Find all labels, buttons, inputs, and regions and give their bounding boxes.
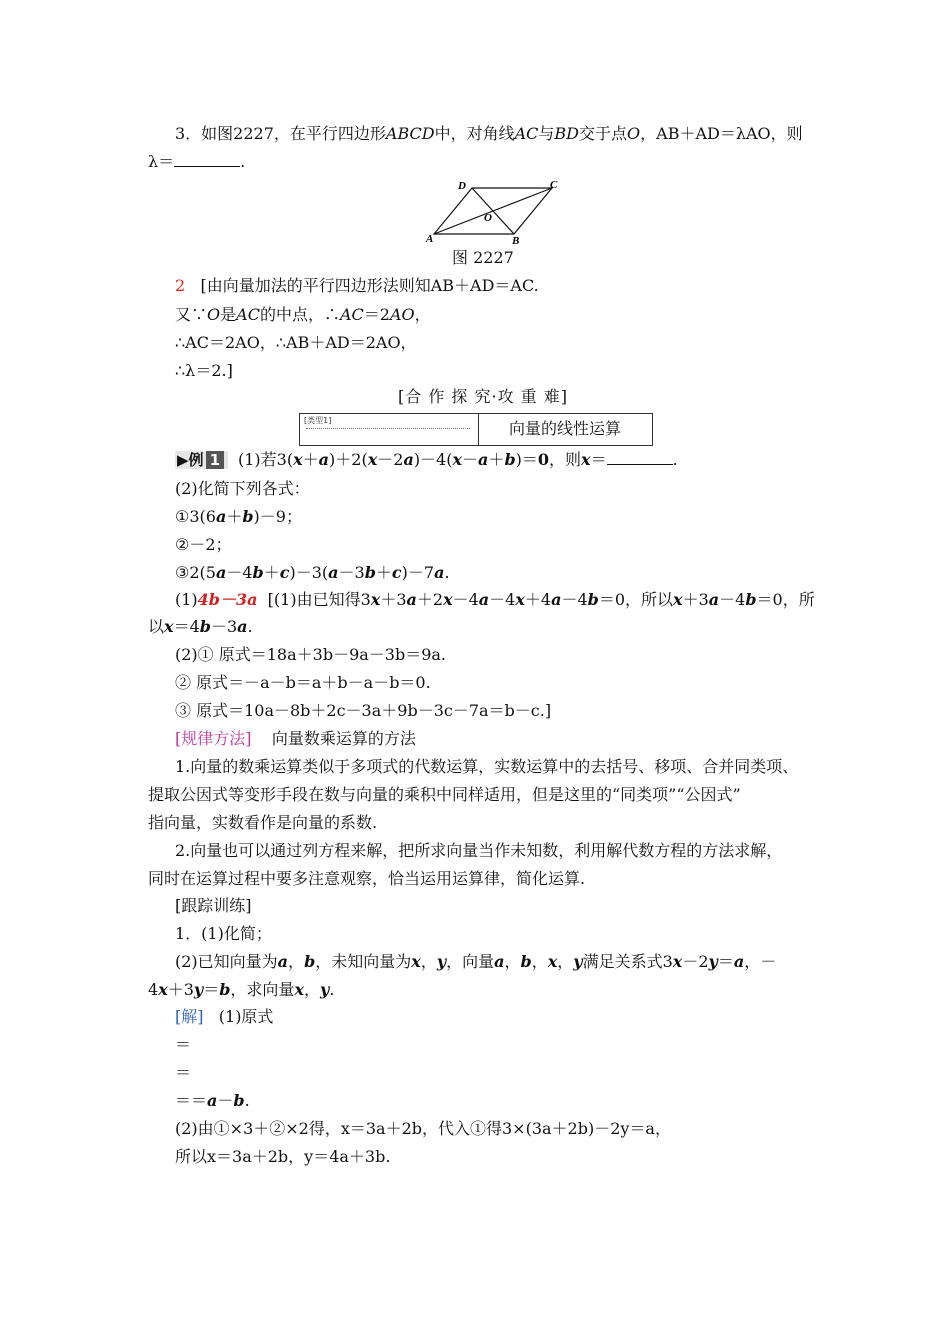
text: －2 bbox=[682, 952, 709, 971]
text: a bbox=[277, 952, 289, 971]
text: ＋3 bbox=[167, 980, 194, 999]
text: － bbox=[217, 1091, 234, 1110]
solution2-line4 bbox=[175, 1091, 250, 1111]
text: ＋3 bbox=[380, 590, 407, 609]
text: c bbox=[279, 563, 290, 582]
text: ， bbox=[303, 980, 320, 999]
text: λ＝ bbox=[148, 152, 175, 171]
text: ，AB＋AD＝λAO，则 bbox=[640, 124, 803, 143]
text: ＝＝ bbox=[175, 1091, 208, 1110]
text: . bbox=[244, 1091, 250, 1110]
text: －4 bbox=[226, 563, 253, 582]
text: a bbox=[215, 507, 227, 526]
example1-s3 bbox=[175, 563, 450, 583]
text: x bbox=[673, 590, 683, 609]
text: －2 bbox=[377, 450, 404, 469]
text: a bbox=[708, 590, 720, 609]
example1-s1 bbox=[175, 507, 302, 527]
text: b bbox=[219, 980, 231, 999]
text: x bbox=[581, 450, 591, 469]
answer-number: 2 bbox=[175, 276, 186, 295]
text: BD bbox=[554, 124, 580, 143]
solution2-line3: ＝ bbox=[175, 1063, 192, 1082]
text: . bbox=[240, 152, 246, 171]
text: x bbox=[547, 952, 558, 971]
text: ＝0，所以 bbox=[598, 590, 674, 609]
text: b bbox=[745, 590, 757, 609]
answer3-line2 bbox=[175, 305, 431, 325]
text: ， bbox=[420, 952, 437, 971]
text: ， bbox=[288, 952, 305, 971]
example1-q2: (2)化简下列各式： bbox=[175, 479, 310, 498]
solution2-line6: 所以x＝3a＋2b，y＝4a＋3b. bbox=[175, 1147, 391, 1166]
figure-caption: 图 2227 bbox=[452, 248, 514, 267]
text: a bbox=[478, 450, 489, 469]
example1-line1 bbox=[175, 450, 678, 470]
parallelogram-figure bbox=[424, 178, 564, 244]
method-title: 向量数乘运算的方法 bbox=[271, 729, 416, 748]
text: x bbox=[367, 450, 378, 469]
type-tag: [类型1] bbox=[304, 416, 332, 425]
answer3-line3: ∴AC＝2AO，∴AB＋AD＝2AO， bbox=[175, 333, 417, 352]
text: a bbox=[318, 450, 330, 469]
problem3-line1 bbox=[175, 124, 803, 144]
text: 的中点，∴ bbox=[259, 305, 340, 324]
text: ＋ bbox=[226, 507, 243, 526]
section-heading: [合 作 探 究·攻 重 难] bbox=[398, 387, 569, 406]
text: )－9； bbox=[253, 507, 302, 526]
text: a bbox=[733, 952, 745, 971]
text: a bbox=[328, 563, 339, 582]
example1-s2: ②－2； bbox=[175, 535, 232, 554]
text: ， bbox=[557, 952, 574, 971]
text: a bbox=[434, 563, 445, 582]
text: . bbox=[672, 450, 678, 469]
text: AO bbox=[389, 305, 415, 324]
text: ③2(5 bbox=[175, 563, 216, 582]
text: ＝ bbox=[590, 450, 607, 469]
label-b: B bbox=[512, 235, 520, 244]
solution2-line1 bbox=[175, 1007, 273, 1027]
text: 以 bbox=[148, 617, 165, 636]
text: ，则 bbox=[549, 450, 582, 469]
text: －3 bbox=[338, 563, 365, 582]
answer3-line1 bbox=[175, 276, 539, 296]
text: b bbox=[364, 563, 376, 582]
text: ＝ bbox=[203, 980, 220, 999]
text: y bbox=[320, 980, 330, 999]
text: b bbox=[233, 1091, 245, 1110]
text: ABCD bbox=[385, 124, 435, 143]
text: x bbox=[672, 952, 683, 971]
practice-q2-line1 bbox=[175, 952, 776, 972]
text: )－7 bbox=[401, 563, 435, 582]
text: b bbox=[587, 590, 599, 609]
text: 中，对角线 bbox=[434, 124, 515, 143]
text: a bbox=[215, 563, 227, 582]
text: x bbox=[294, 980, 304, 999]
answer3-line4: ∴λ＝2.] bbox=[175, 361, 233, 380]
text: x bbox=[443, 590, 453, 609]
text: ＝4 bbox=[173, 617, 200, 636]
text: ， bbox=[414, 305, 431, 324]
text: 是 bbox=[220, 305, 237, 324]
label-d: D bbox=[458, 180, 466, 192]
answer-blank[interactable] bbox=[607, 450, 673, 465]
method-p1-line2: 提取公因式等变形手段在数与向量的乘积中同样适用，但是这里的“同类项”“公因式” bbox=[148, 785, 741, 804]
text: c bbox=[391, 563, 402, 582]
solution1-line4: ② 原式＝－a－b＝a＋b－a－b＝0. bbox=[175, 673, 431, 692]
text: x bbox=[515, 590, 525, 609]
text: )－4( bbox=[413, 450, 453, 469]
method-p2-line1: 2.向量也可以通过列方程来解，把所求向量当作未知数，利用解代数方程的方法求解， bbox=[175, 841, 783, 860]
text: ，－ bbox=[744, 952, 777, 971]
text: . bbox=[329, 980, 335, 999]
text: a bbox=[237, 617, 248, 636]
problem3-line2 bbox=[148, 152, 245, 172]
practice-heading: [跟踪训练] bbox=[175, 896, 252, 915]
text: 4 bbox=[148, 980, 159, 999]
text: 1 bbox=[206, 451, 224, 469]
text: x bbox=[164, 617, 174, 636]
text: b bbox=[504, 450, 516, 469]
type-title: 向量的线性运算 bbox=[508, 419, 621, 438]
text: ＝ bbox=[717, 952, 734, 971]
text: 满足关系式3 bbox=[582, 952, 673, 971]
label-c: C bbox=[550, 179, 558, 191]
text: x bbox=[293, 450, 303, 469]
text: ＋ bbox=[263, 563, 280, 582]
diagonal-bd bbox=[472, 188, 514, 234]
text: a bbox=[478, 590, 490, 609]
example-badge: ▶例 1 bbox=[175, 451, 228, 469]
text: a bbox=[406, 590, 417, 609]
type-box bbox=[299, 413, 653, 446]
label-o: O bbox=[484, 212, 492, 224]
label-a: A bbox=[426, 233, 434, 244]
text: 3．如图2227，在平行四边形 bbox=[175, 124, 386, 143]
text: ， bbox=[504, 952, 521, 971]
text: －4 bbox=[561, 590, 588, 609]
text: AC bbox=[514, 124, 539, 143]
text: )＋2( bbox=[329, 450, 368, 469]
answer: 4b－3a bbox=[197, 590, 258, 609]
text: [(1)由已知得3 bbox=[267, 590, 371, 609]
method-p2-line2: 同时在运算过程中要多注意观察，恰当运用运算律，简化运算. bbox=[148, 869, 586, 888]
text: b bbox=[252, 563, 264, 582]
text: O bbox=[207, 305, 221, 324]
text: x bbox=[370, 590, 381, 609]
text: ①3(6 bbox=[175, 507, 216, 526]
text: －3 bbox=[210, 617, 238, 636]
text: －4 bbox=[452, 590, 479, 609]
text: ＋4 bbox=[524, 590, 552, 609]
text: (2)已知向量为 bbox=[175, 952, 278, 971]
text: 又∵ bbox=[175, 305, 208, 324]
solution2-line5: (2)由①×3＋②×2得，x＝3a＋2b，代入①得3×(3a＋2b)－2y＝a， bbox=[175, 1119, 671, 1138]
text: (1)原式 bbox=[218, 1007, 274, 1026]
text: O bbox=[627, 124, 641, 143]
text: y bbox=[436, 952, 447, 971]
text: AC bbox=[339, 305, 364, 324]
text: x bbox=[452, 450, 463, 469]
solution1-line5: ③ 原式＝10a－8b＋2c－3a＋9b－3c－7a＝b－c.] bbox=[175, 701, 552, 720]
solution1-line1: (1)4b－3a [(1)由已知得3x＋3a＋2x－4a－4x＋4a－4b＝0，所以x＋3a－4b＝0，所 bbox=[175, 590, 815, 609]
text: y bbox=[708, 952, 718, 971]
text: b bbox=[304, 952, 316, 971]
text: a bbox=[207, 1091, 218, 1110]
text: x bbox=[158, 980, 168, 999]
text: ＝0，所 bbox=[756, 590, 815, 609]
text: . bbox=[444, 563, 450, 582]
text: a bbox=[494, 952, 505, 971]
text: －4 bbox=[489, 590, 516, 609]
text: a bbox=[551, 590, 562, 609]
text: ， bbox=[531, 952, 548, 971]
text: ＋ bbox=[375, 563, 392, 582]
text: ＋2 bbox=[416, 590, 444, 609]
method-tag: [规律方法] bbox=[175, 729, 252, 748]
solution-tag: [解] bbox=[175, 1007, 204, 1026]
solution2-line2: ＝ bbox=[175, 1035, 192, 1054]
text: ＝2 bbox=[363, 305, 390, 324]
dotted-rule bbox=[306, 428, 470, 429]
text: 例 bbox=[188, 451, 204, 469]
method-heading bbox=[175, 729, 416, 749]
text: a bbox=[403, 450, 414, 469]
solution1-line2 bbox=[148, 617, 253, 637]
text: 0 bbox=[537, 450, 550, 469]
text: y bbox=[573, 952, 583, 971]
text: ，向量 bbox=[446, 952, 495, 971]
text: b bbox=[520, 952, 532, 971]
text: 交于点 bbox=[579, 124, 628, 143]
text: ，未知向量为 bbox=[315, 952, 412, 971]
text: AC bbox=[236, 305, 260, 324]
practice-q1: 1．(1)化简； bbox=[175, 924, 272, 943]
text: [由向量加法的平行四边形法则知AB＋AD＝AC. bbox=[200, 276, 539, 295]
text: － bbox=[462, 450, 479, 469]
method-p1-line3: 指向量，实数看作是向量的系数. bbox=[148, 813, 378, 832]
text: ＋ bbox=[302, 450, 319, 469]
text: ，求向量 bbox=[230, 980, 295, 999]
text: y bbox=[193, 980, 204, 999]
text: ＋ bbox=[488, 450, 505, 469]
text: (1)若3( bbox=[238, 450, 294, 469]
text: b bbox=[242, 507, 254, 526]
text: 与 bbox=[538, 124, 555, 143]
text: )＝ bbox=[515, 450, 538, 469]
text: －4 bbox=[719, 590, 746, 609]
method-p1-line1: 1.向量的数乘运算类似于多项式的代数运算，实数运算中的去括号、移项、合并同类项、 bbox=[175, 757, 799, 776]
text: . bbox=[247, 617, 253, 636]
text: ＋3 bbox=[682, 590, 709, 609]
practice-q2-line2 bbox=[148, 980, 334, 1000]
text: x bbox=[411, 952, 421, 971]
text: b bbox=[199, 617, 211, 636]
answer-blank[interactable] bbox=[174, 152, 240, 167]
solution1-line3: (2)① 原式＝18a＋3b－9a－3b＝9a. bbox=[175, 645, 447, 664]
type-tag-cell bbox=[300, 414, 479, 445]
text: )－3( bbox=[289, 563, 329, 582]
